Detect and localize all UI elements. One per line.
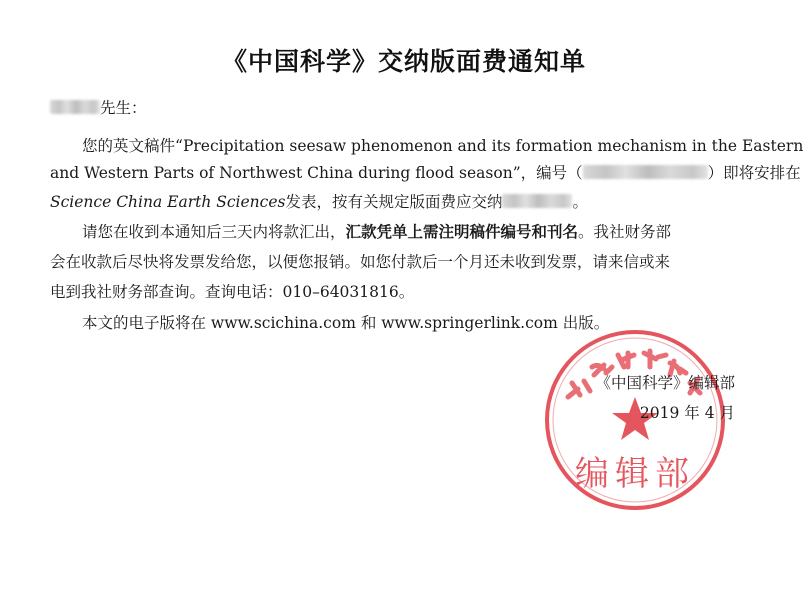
p1-line2-prefix: and Western Parts of Northwest China during flood season bbox=[50, 164, 513, 182]
paragraph-3: 本文的电子版将在 www.scichina.com 和 www.springerlink.com 出版。 bbox=[82, 314, 610, 332]
document-title: 《中国科学》交纳版面费通知单 bbox=[221, 47, 586, 76]
p1-line3-text: 发表，按有关规定版面费应交纳 bbox=[285, 193, 503, 211]
p1-line2-suffix: ）即将安排在 bbox=[707, 164, 801, 182]
redacted-name bbox=[50, 100, 100, 114]
redacted-amount bbox=[502, 194, 572, 208]
p1-line3-end: 。 bbox=[572, 193, 588, 211]
p2-line1-prefix: 请您在收到本通知后三天内将款汇出， bbox=[82, 223, 346, 241]
paragraph-2-line-2: 会在收款后尽快将发票发给您，以便您报销。如您付款后一个月还未收到发票，请来信或来 bbox=[50, 253, 671, 271]
paragraph-1-line-2 bbox=[50, 163, 801, 183]
signature-date: 2019 年 4 月 bbox=[639, 404, 735, 422]
redacted-manuscript-number bbox=[583, 165, 708, 179]
p1-line2-quote-end: ”，编号（ bbox=[512, 164, 583, 182]
p2-line1-bold: 汇款凭单上需注明稿件编号和刊名 bbox=[345, 223, 579, 241]
salutation bbox=[50, 98, 147, 118]
journal-name: Science China Earth Sciences bbox=[50, 193, 286, 211]
signature-department: 《中国科学》编辑部 bbox=[595, 374, 735, 392]
paragraph-1-line-1 bbox=[82, 136, 803, 156]
paragraph-2-line-1 bbox=[82, 222, 671, 242]
p2-line1-suffix: 。我社财务部 bbox=[578, 223, 672, 241]
p1-line1-rest: Precipitation seesaw phenomenon and its formation mechanism in the Eastern bbox=[182, 137, 804, 155]
p1-line1-prefix: 您的英文稿件“ bbox=[82, 137, 183, 155]
paragraph-2-line-3: 电到我社财务部查询。查询电话：010–64031816。 bbox=[50, 283, 415, 301]
seal-text: 编辑部 bbox=[575, 454, 695, 494]
paragraph-1-line-3 bbox=[50, 192, 588, 212]
salutation-suffix: 先生： bbox=[100, 99, 147, 117]
